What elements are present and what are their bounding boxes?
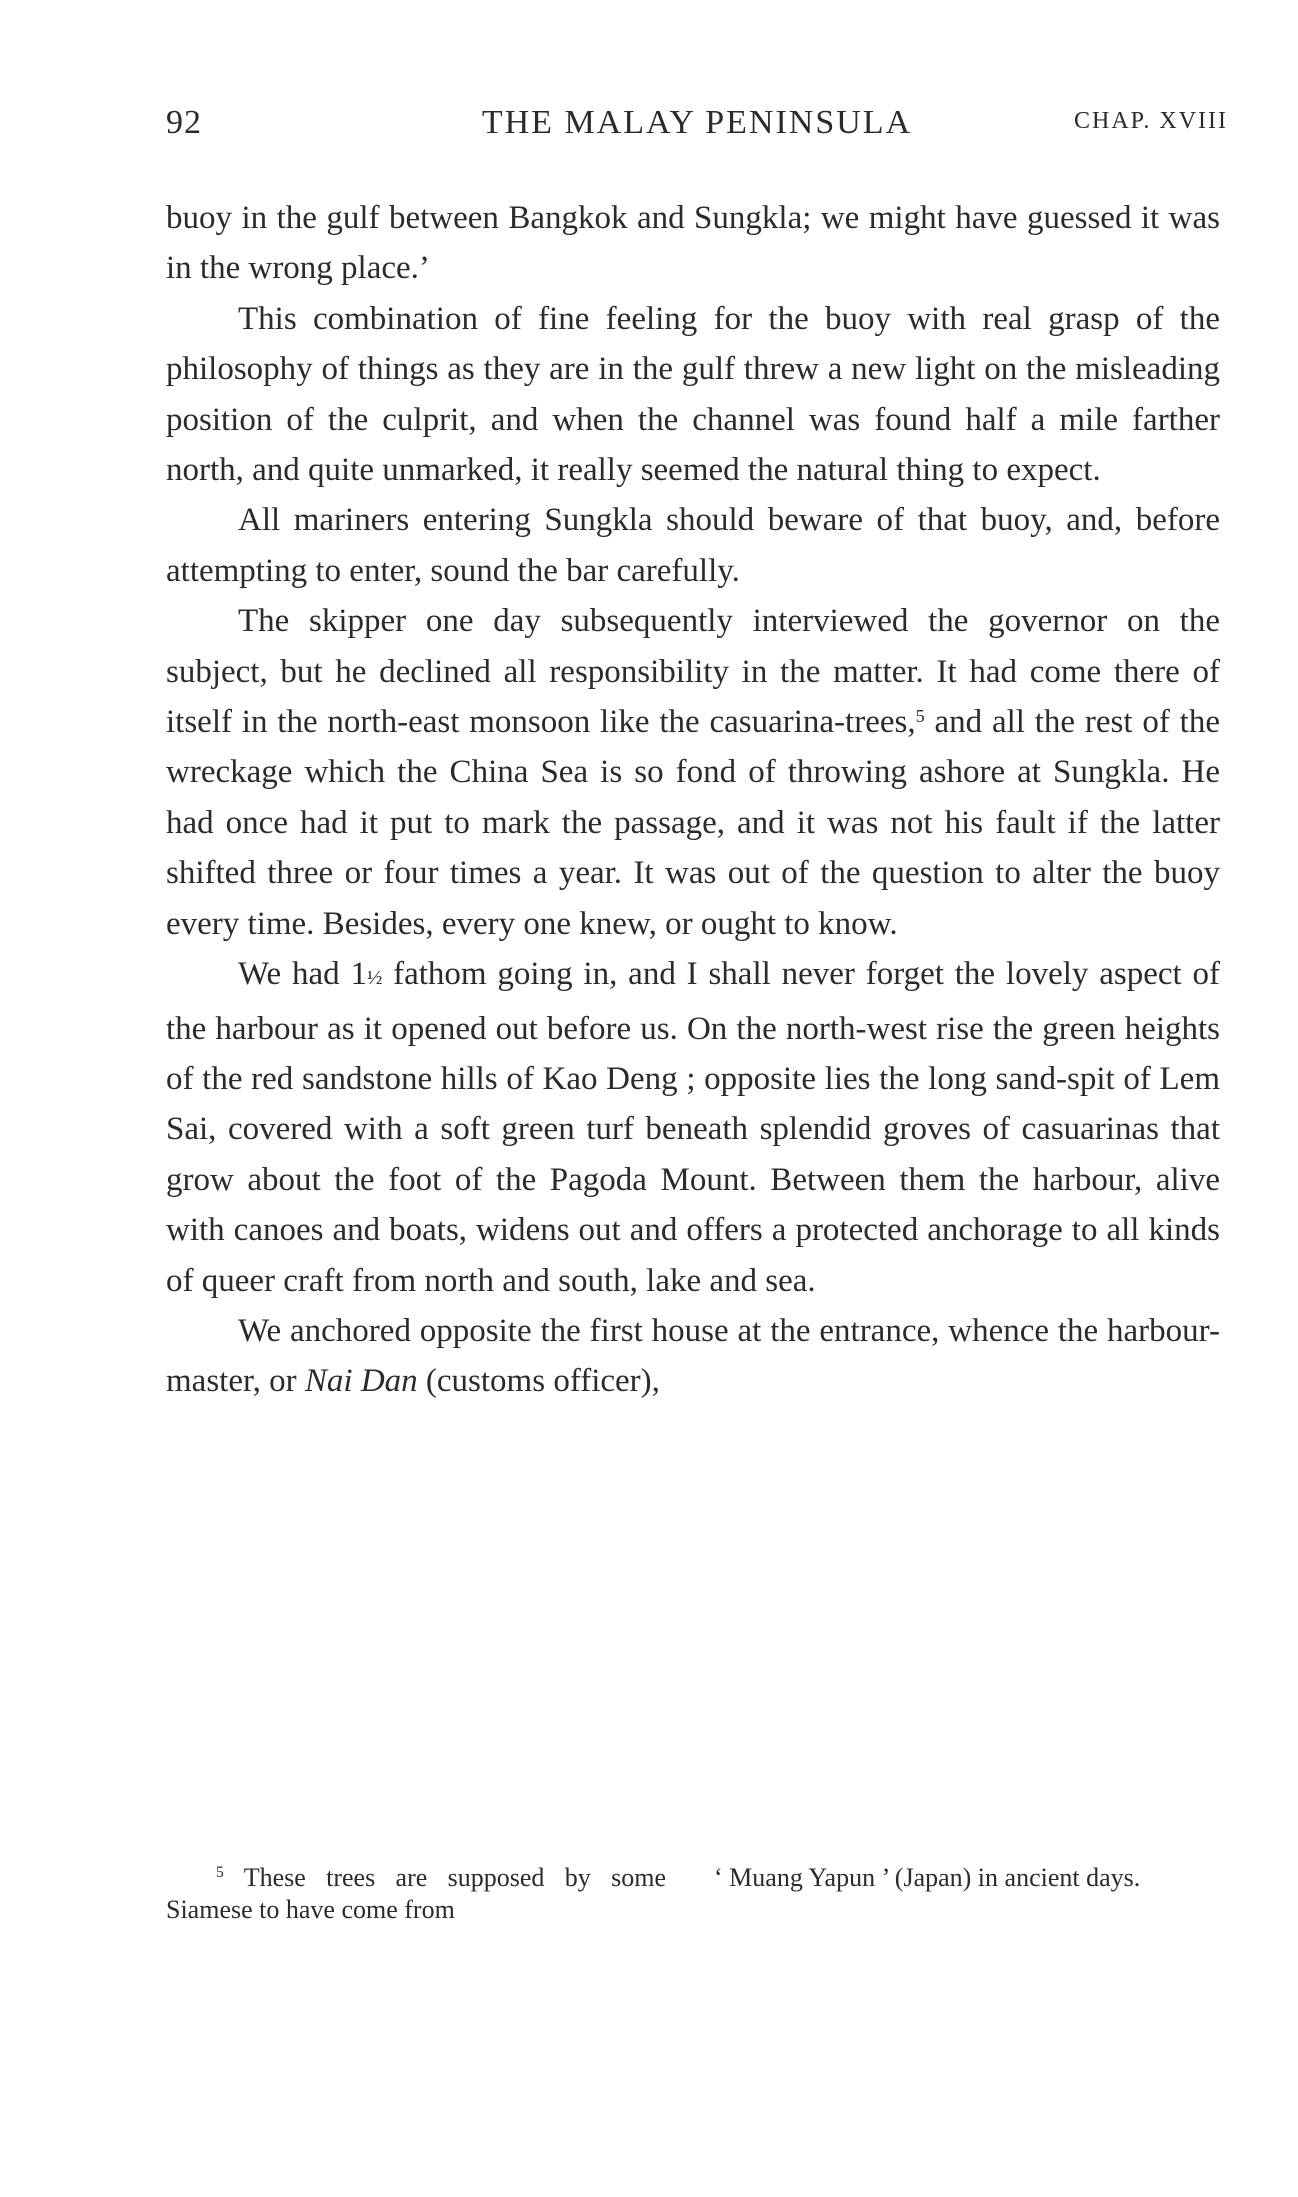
- running-title: THE MALAY PENINSULA: [481, 104, 913, 141]
- paragraph-4: [166, 596, 1220, 949]
- paragraph-5-text-a: We had 1: [238, 956, 367, 993]
- paragraph-3: All mariners entering Sungkla should beware of that buoy, and, before attempting to enter, sound the bar carefully.: [166, 502, 1220, 589]
- paragraph-5: [166, 949, 1220, 1306]
- page-number: 92: [166, 104, 202, 141]
- paragraph-5-text-b: fathom going in, and I shall never forget the lovely aspect of the harbour as it opened out before us. On the north-west rise the green heights of the red sandstone hills of Kao Deng ; opposite lies the long sand-spit of Lem Sai, covered with a soft green turf beneath splendid groves of casuarinas that grow about the foot of the Pagoda Mount. Between them the harbour, alive with canoes and boats, widens out and offers a protected anchorage to all kinds of queer craft from north and south, lake and sea.: [166, 956, 1220, 1299]
- fraction-half: ½: [366, 967, 383, 990]
- paragraph-1: buoy in the gulf between Bangkok and Sungkla; we might have guessed it was in the wrong place.’: [166, 200, 1220, 287]
- footnote-left-text: These trees are supposed by some Siamese to have come from: [166, 1863, 667, 1924]
- footnote-mark: 5: [216, 1863, 224, 1881]
- paragraph-2: This combination of fine feeling for the buoy with real grasp of the philosophy of things as they are in the gulf threw a new light on the misleading position of the culprit, and when the channel was found half a mile farther north, and quite unmarked, it really seemed the natural thing to expect.: [166, 300, 1220, 489]
- running-header: [166, 104, 1228, 150]
- footnote-right-column: ‘ Muang Yapun ’ (Japan) in ancient days.: [714, 1863, 1141, 1892]
- footnote-left-column: [166, 1862, 666, 1926]
- italic-term: Nai Dan: [304, 1363, 418, 1400]
- main-text: [166, 193, 1220, 1407]
- paragraph-6-text-b: (customs officer),: [417, 1363, 660, 1400]
- footnote-reference: 5: [915, 706, 925, 727]
- paragraph-6-text-a: We anchored opposite the first house at the entrance, whence the harbour-master, or: [166, 1312, 1220, 1400]
- chapter-label: CHAP. XVIII: [1074, 108, 1228, 134]
- paragraph-4-text-b: and all the rest of the wreckage which the China Sea is so fond of throwing ashore at Sungkla. He had once had it put to mark the passage, and it was not his fault if the latter shifted three or four times a year. It was out of the question to alter the buoy every time. Besides, every one knew, or ought to know.: [166, 704, 1220, 942]
- paragraph-6: [166, 1306, 1220, 1407]
- paragraph-4-text-a: The skipper one day subsequently interviewed the governor on the subject, but he declined all responsibility in the matter. It had come there of itself in the north-east monsoon like the casuarina-trees,: [166, 603, 1220, 741]
